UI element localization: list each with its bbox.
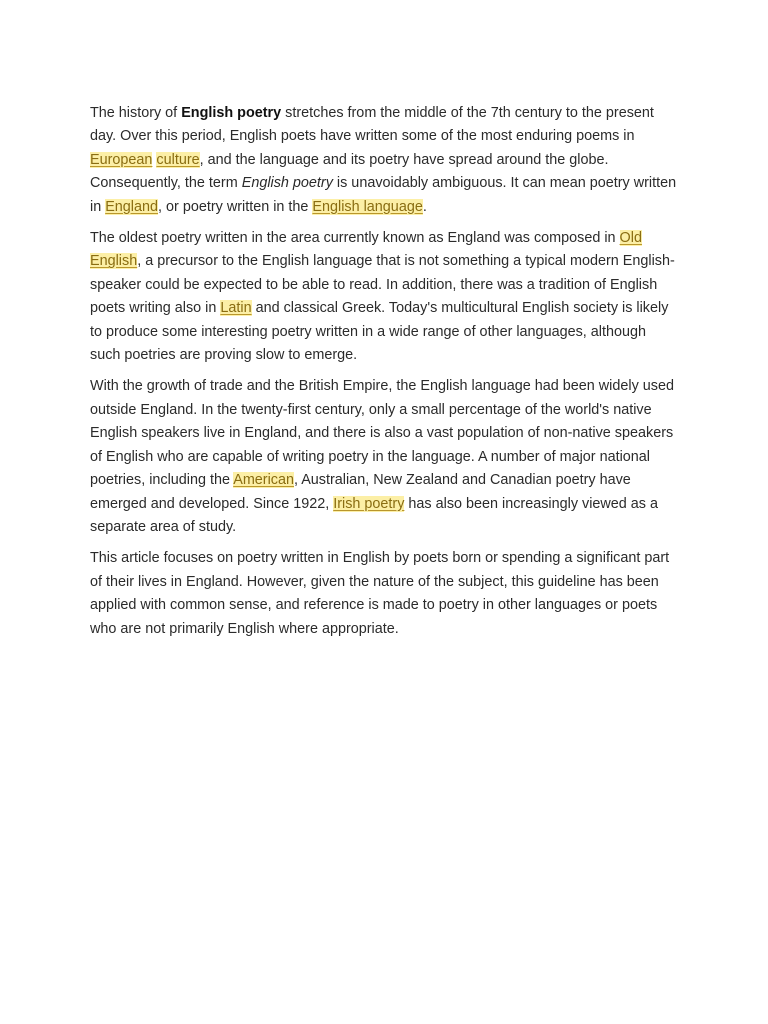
- text-run: The history of: [90, 105, 182, 121]
- link-american[interactable]: American: [233, 472, 294, 489]
- link-european[interactable]: European: [90, 151, 153, 168]
- paragraph-3: [90, 375, 680, 539]
- text-run: and classical Greek. Today's multicultural English society is likely to produce some interesting poetry written in a wide range of other languages, although such poetries are proving slow to emerge.: [90, 300, 669, 364]
- text-run: This article focuses on poetry written in English by poets born or spending a significant part of their lives in England. However, given the nature of the subject, this guideline has been applied with common sense, and reference is made to poetry in other languages or poets who are not primarily English where appropriate.: [90, 550, 670, 637]
- link-latin[interactable]: Latin: [220, 300, 252, 317]
- text-run: With the growth of trade and the British Empire, the English language had been widely used outside England. In the twenty-first century, only a small percentage of the world's native English speakers live in England, and there is also a vast population of non-native speakers of English who are capable of writing poetry in the language. A number of major national poetries, including the: [90, 378, 674, 489]
- text-run: stretches from the middle of the 7th century to the present day. Over this period, English poets have written some of the most enduring poems in: [90, 105, 654, 145]
- text-run: is unavoidably ambiguous. It can mean poetry written in: [90, 175, 677, 215]
- link-culture[interactable]: culture: [156, 151, 200, 168]
- text-run: , Australian, New Zealand and Canadian poetry have emerged and developed. Since 1922,: [90, 472, 631, 512]
- paragraph-4: [90, 547, 680, 641]
- paragraph-1: [90, 102, 680, 219]
- article-body: [90, 102, 680, 649]
- link-irish-poetry[interactable]: Irish poetry: [333, 495, 405, 512]
- link-england[interactable]: England: [105, 198, 159, 215]
- text-run: , a precursor to the English language that is not something a typical modern English-speaker could be expected to be able to read. In addition, there was a tradition of English poets writing also in: [90, 253, 675, 317]
- text-run: , or poetry written in the: [158, 198, 313, 215]
- text-run: has also been increasingly viewed as a separate area of study.: [90, 495, 659, 535]
- text-run: , and the language and its poetry have spread around the globe. Consequently, the term: [90, 151, 609, 192]
- italic-term: English poetry: [241, 175, 333, 192]
- text-run: .: [422, 198, 427, 215]
- link-old-english[interactable]: Old English: [90, 230, 642, 270]
- link-english-language[interactable]: English language: [312, 198, 423, 215]
- paragraph-2: [90, 227, 680, 367]
- text-run: The oldest poetry written in the area currently known as England was composed in: [90, 230, 620, 247]
- bold-term: English poetry: [181, 105, 282, 121]
